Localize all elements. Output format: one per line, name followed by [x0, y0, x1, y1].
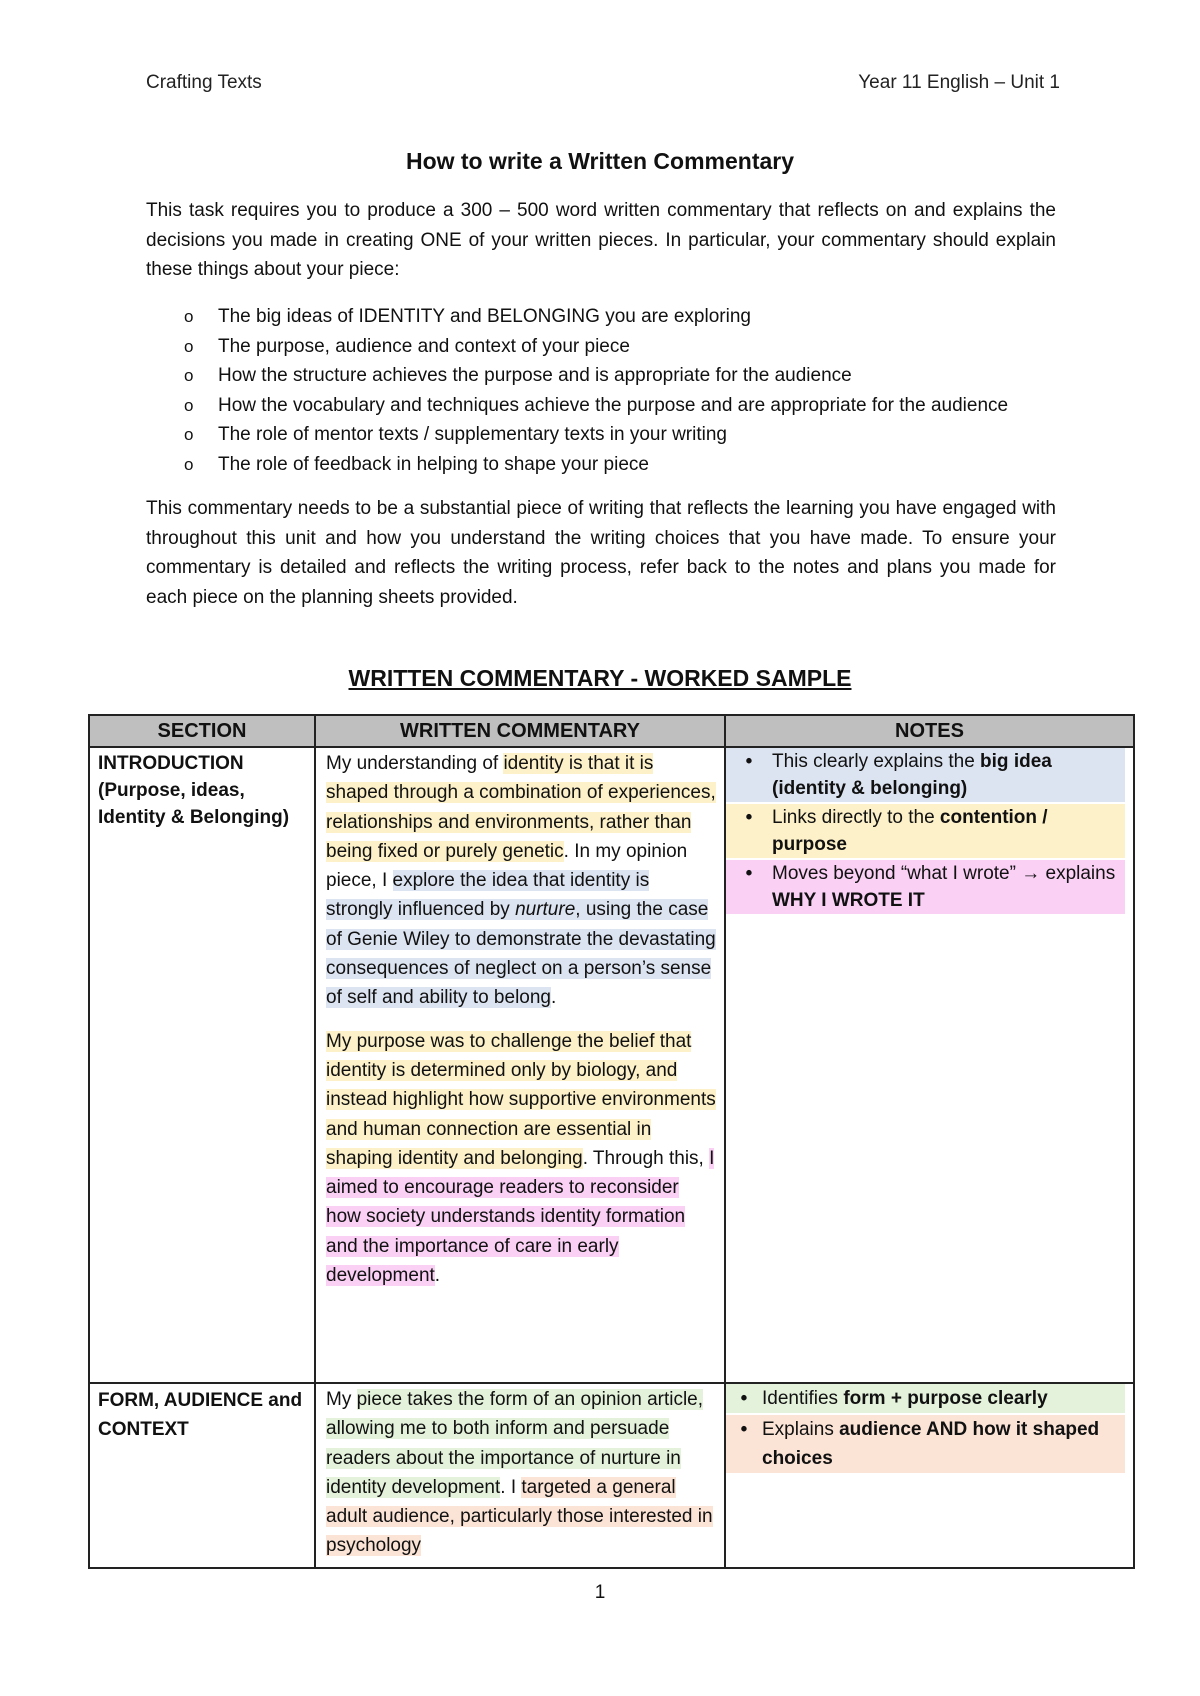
bullet-dot: •	[745, 751, 753, 772]
page-number: 1	[594, 1582, 606, 1603]
highlight-blue: explore the idea that identity is strongly influenced by	[326, 870, 650, 921]
notes-cell	[725, 747, 1134, 1383]
highlight-yellow: identity is that it is shaped through a combination of experiences, relationships and environments, rather than being fixed or purely genetic	[326, 753, 716, 862]
commentary-paragraph: My purpose was to challenge the belief that identity is determined only by biology, and instead highlight how supportive environments and human connection are essential in shaping identity and belonging. Through this, I aimed to encourage readers to reconsider how society understands identity formation and the importance of care in early development.	[326, 1030, 716, 1287]
list-item: o The big ideas of IDENTITY and BELONGING you are exploring	[146, 302, 1066, 332]
highlight-pink: I aimed to encourage readers to reconsider how society understands identity formation and the importance of care in early development	[326, 1147, 715, 1287]
bullet-marker: o	[184, 336, 194, 356]
header-right: Year 11 English – Unit 1	[858, 72, 1060, 93]
page-title: How to write a Written Commentary	[405, 148, 795, 174]
section-cell	[89, 1383, 315, 1568]
bullet-marker: o	[184, 307, 194, 326]
bullet-marker: o	[184, 366, 194, 385]
highlight-blue-emphasis: nurture	[515, 899, 576, 921]
criteria-list	[146, 302, 1066, 479]
notes-cell	[725, 1383, 1134, 1568]
commentary-cell	[315, 1383, 725, 1568]
bullet-dot: •	[745, 863, 753, 884]
list-item: o The purpose, audience and context of your piece	[146, 332, 1066, 362]
bullet-marker: o	[184, 425, 194, 444]
commentary-paragraph: My piece takes the form of an opinion article, allowing me to both inform and persuade readers about the importance of nurture in identity development. I targeted a general adult audience, particularly those interested in psychology	[326, 1389, 713, 1557]
list-item: o How the structure achieves the purpose and is appropriate for the audience	[146, 361, 1066, 391]
header-section: SECTION	[89, 715, 315, 747]
list-item: o The role of mentor texts / supplementary texts in your writing	[146, 420, 1066, 450]
note-item: • Links directly to the contention / purpose	[726, 804, 1125, 858]
bullet-dot: •	[740, 1388, 748, 1409]
note-item: • Explains audience AND how it shaped choices	[726, 1415, 1125, 1473]
section-label-introduction: INTRODUCTION (Purpose, ideas, Identity & Belonging)	[98, 753, 290, 828]
note-item: • This clearly explains the big idea (identity & belonging)	[726, 748, 1125, 802]
bullet-dot: •	[745, 807, 753, 828]
highlight-blue: , using the case of Genie Wiley to demonstrate the devastating consequences of neglect on a person’s sense of self and ability to belong	[326, 899, 716, 1009]
commentary-paragraph: My understanding of identity is that it is shaped through a combination of experiences, relationships and environments, rather than being fixed or purely genetic. In my opinion piece, I explore the idea that identity is strongly influenced by nurture, using the case of Genie Wiley to demonstrate the devastating consequences of neglect on a person’s sense of self and ability to belong.	[326, 753, 716, 1009]
commentary-cell	[315, 747, 725, 1383]
table-row	[89, 1383, 1134, 1568]
bullet-marker: o	[184, 454, 194, 474]
sample-heading: WRITTEN COMMENTARY - WORKED SAMPLE	[348, 665, 852, 691]
section-cell	[89, 747, 315, 1383]
bullet-dot: •	[740, 1419, 748, 1440]
header-notes: NOTES	[725, 715, 1134, 747]
section-label-form-audience-context: FORM, AUDIENCE and CONTEXT	[98, 1390, 303, 1440]
header-left: Crafting Texts	[146, 72, 262, 93]
list-item: o The role of feedback in helping to shape your piece	[146, 450, 1066, 480]
table-header-row	[89, 715, 1134, 747]
commentary-requirements-paragraph: This commentary needs to be a substantial piece of writing that reflects the learning you have engaged with throughout this unit and how you understand the writing choices that you have made. To ensure your commentary is detailed and reflects the writing process, refer back to the notes and plans you made for each piece on the planning sheets provided.	[146, 498, 1056, 608]
bullet-marker: o	[184, 395, 194, 415]
note-item: • Identifies form + purpose clearly	[726, 1384, 1125, 1413]
intro-paragraph: This task requires you to produce a 300 – 500 word written commentary that reflects on and explains the decisions you made in creating ONE of your written pieces. In particular, your commentary should explain these things about your piece:	[146, 200, 1056, 280]
highlight-yellow: My purpose was to challenge the belief that identity is determined only by biology, and instead highlight how supportive environments and human connection are essential in shaping identity and belonging	[326, 1030, 716, 1169]
highlight-green: piece takes the form of an opinion article, allowing me to both inform and persuade readers about the importance of nurture in identity development	[326, 1389, 704, 1498]
worked-sample-table	[88, 714, 1135, 1569]
highlight-orange: targeted a general adult audience, particularly those interested in psychology	[326, 1476, 713, 1557]
table-row	[89, 747, 1134, 1383]
list-item: o How the vocabulary and techniques achieve the purpose and are appropriate for the audience	[146, 391, 1066, 421]
note-item: • Moves beyond “what I wrote” → explains WHY I WROTE IT	[726, 860, 1125, 914]
header-written-commentary: WRITTEN COMMENTARY	[315, 715, 725, 747]
